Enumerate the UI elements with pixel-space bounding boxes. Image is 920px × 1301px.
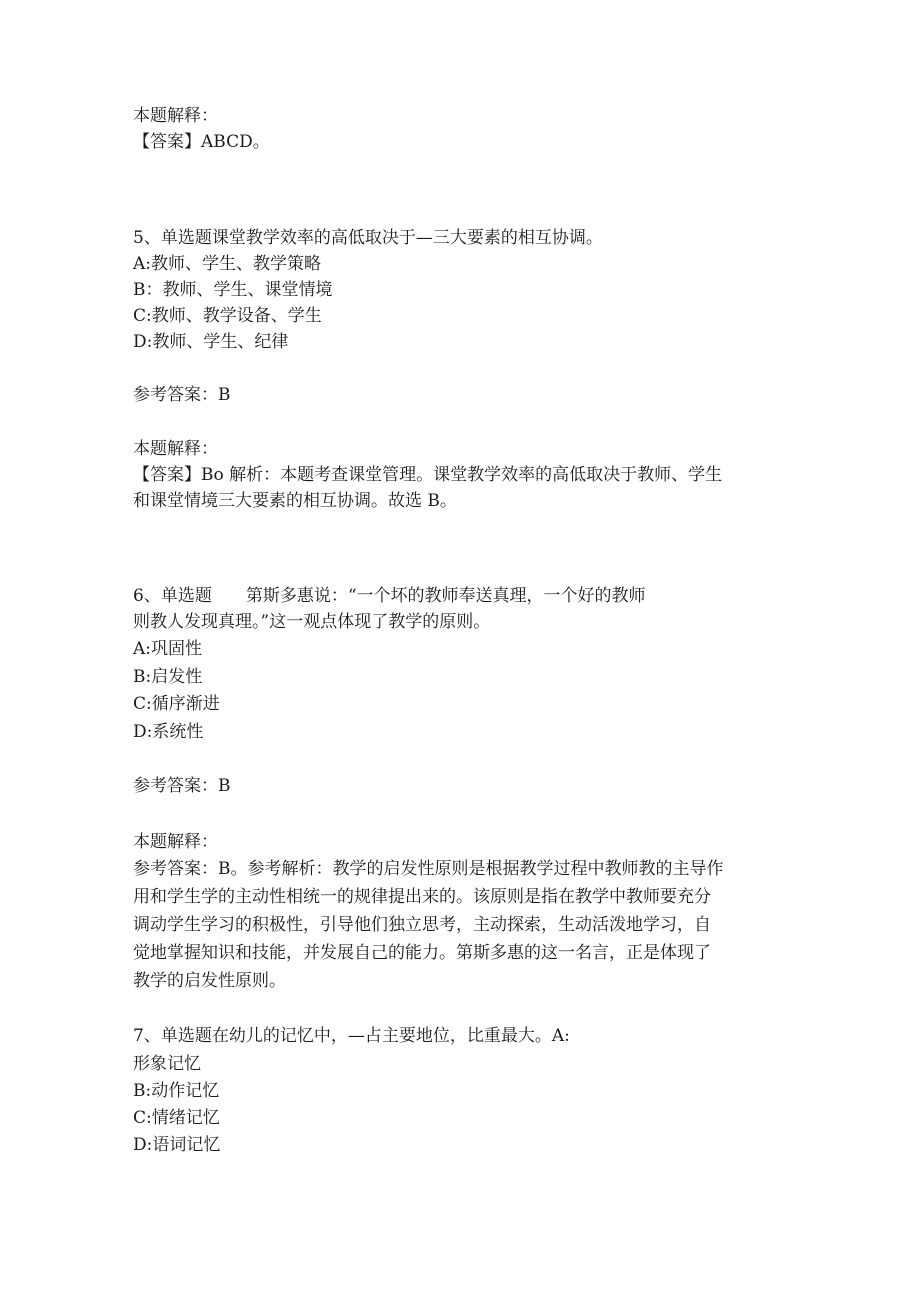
prev-explanation-label: 本题解释： [133,106,218,126]
q5-ref-answer: 参考答案：B [133,385,231,405]
q6-explanation-label: 本题解释： [133,832,218,852]
q6-option-b: B:启发性 [133,667,203,687]
prev-explanation-answer: 【答案】ABCD。 [133,132,270,152]
q5-option-c: C:教师、教学设备、学生 [133,306,322,326]
q6-explanation-line-4: 觉地掌握知识和技能，并发展自己的能力。第斯多惠的这一名言，正是体现了 [133,943,711,963]
q6-option-c: C:循序渐进 [133,694,220,714]
q5-option-b: B：教师、学生、课堂情境 [133,280,333,300]
q7-option-b: B:动作记忆 [133,1081,220,1101]
q6-option-a: A:巩固性 [133,639,203,659]
q7-stem: 7、单选题在幼儿的记忆中，—占主要地位，比重最大。A: [133,1026,570,1046]
q7-option-c: C:情绪记忆 [133,1108,220,1128]
q6-explanation-line-5: 教学的启发性原则。 [133,971,286,991]
q5-explanation-line-1: 【答案】Bo 解析：本题考查课堂管理。课堂教学效率的高低取决于教师、学生 [133,465,723,485]
q6-explanation-line-2: 用和学生学的主动性相统一的规律提出来的。该原则是指在教学中教师要充分 [133,887,711,907]
q7-option-a: 形象记忆 [133,1054,201,1074]
q6-option-d: D:系统性 [133,722,204,742]
q6-ref-answer: 参考答案：B [133,776,231,796]
q5-option-d: D:教师、学生、纪律 [133,332,289,352]
q5-explanation-label: 本题解释： [133,439,218,459]
q6-explanation-line-3: 调动学生学习的积极性，引导他们独立思考，主动探索，生动活泼地学习，自 [133,915,711,935]
q6-explanation-line-1: 参考答案：B。参考解析：教学的启发性原则是根据教学过程中教师教的主导作 [133,859,724,879]
q6-stem-line-2: 则教人发现真理。”这一观点体现了教学的原则。 [133,612,491,632]
q5-option-a: A:教师、学生、教学策略 [133,254,322,274]
q7-option-d: D:语词记忆 [133,1135,221,1155]
q5-stem: 5、单选题课堂教学效率的高低取决于—三大要素的相互协调。 [133,228,603,248]
q6-stem-line-1: 6、单选题 第斯多惠说：“一个坏的教师奉送真理，一个好的教师 [133,586,646,606]
q5-explanation-line-2: 和课堂情境三大要素的相互协调。故选 B。 [133,491,457,511]
